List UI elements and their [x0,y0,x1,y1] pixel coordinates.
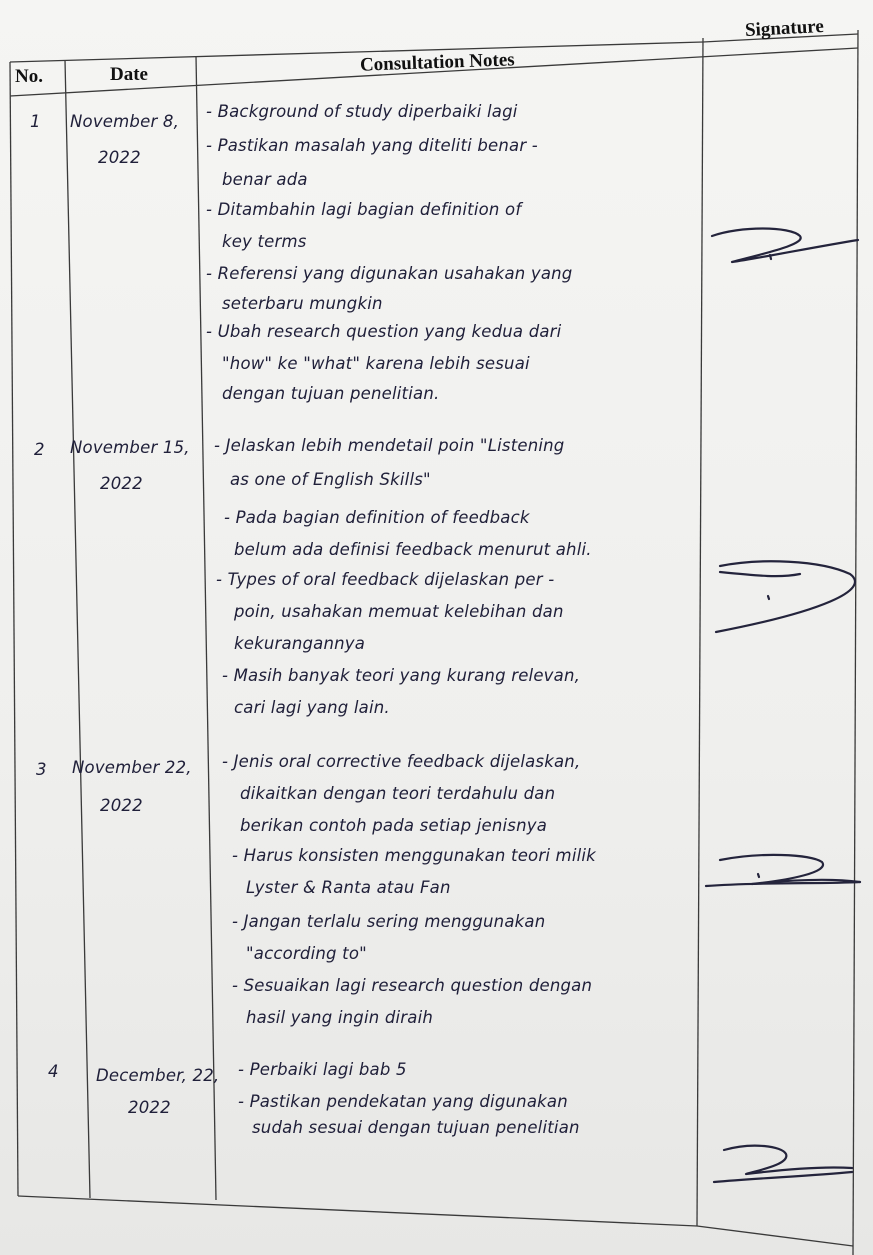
row-2-note: as one of English Skills" [230,470,431,489]
notes-header: Consultation Notes [359,49,515,76]
row-4-no: 4 [48,1062,59,1081]
row-3-note: - Jangan terlalu sering menggunakan [232,912,546,931]
row-3-note: - Jenis oral corrective feedback dijelaskan, [222,752,581,771]
row-3-note: berikan contoh pada setiap jenisnya [240,816,548,835]
row-1-note: seterbaru mungkin [222,294,383,313]
row-1-note: key terms [222,232,307,251]
row-3-note: - Harus konsisten menggunakan teori milik [232,846,596,865]
signature-row-4 [714,1146,852,1182]
row-2-date: November 15, [70,438,190,457]
no-header: No. [15,66,43,87]
row-4-note: - Perbaiki lagi bab 5 [238,1060,407,1079]
row-2-note: cari lagi yang lain. [234,698,390,717]
row-1-note: - Background of study diperbaiki lagi [206,102,518,121]
row-3-note: Lyster & Ranta atau Fan [246,878,451,897]
signature-row-1 [712,229,858,263]
row-2-note: - Masih banyak teori yang kurang relevan, [222,666,581,685]
row-2-note: poin, usahakan memuat kelebihan dan [234,602,564,621]
row-1-year: 2022 [98,148,141,167]
row-1-note: - Pastikan masalah yang diteliti benar - [206,136,538,155]
row-2-note: - Jelaskan lebih mendetail poin "Listening [214,436,565,455]
row-1-note: - Ditambahin lagi bagian definition of [206,200,522,219]
row-3-note: "according to" [246,944,367,963]
signature-row-3 [706,855,860,886]
row-2-no: 2 [34,440,45,459]
row-3-note: - Sesuaikan lagi research question dengan [232,976,593,995]
row-1-note: "how" ke "what" karena lebih sesuai [222,354,530,373]
row-1-note: dengan tujuan penelitian. [222,384,440,403]
row-2-note: - Pada bagian definition of feedback [224,508,530,527]
row-2-note: - Types of oral feedback dijelaskan per - [216,570,555,589]
row-3-date: November 22, [72,758,192,777]
row-3-no: 3 [36,760,47,779]
row-3-note: hasil yang ingin diraih [246,1008,434,1027]
row-4-date: December, 22, [96,1066,220,1085]
row-1-note: benar ada [222,170,308,189]
signature-row-2 [716,561,855,632]
row-4-note: sudah sesuai dengan tujuan penelitian [252,1118,580,1137]
row-2-year: 2022 [100,474,143,493]
row-1-date: November 8, [70,112,180,131]
row-1-note: - Ubah research question yang kedua dari [206,322,562,341]
row-4-year: 2022 [128,1098,171,1117]
date-header: Date [110,64,148,85]
row-3-year: 2022 [100,796,143,815]
row-2-note: belum ada definisi feedback menurut ahli. [234,540,592,559]
row-1-note: - Referensi yang digunakan usahakan yang [206,264,573,283]
row-2-note: kekurangannya [234,634,366,653]
signature-header: Signature [744,15,825,42]
row-3-note: dikaitkan dengan teori terdahulu dan [240,784,556,803]
row-4-note: - Pastikan pendekatan yang digunakan [238,1092,568,1111]
row-1-no: 1 [30,112,41,131]
